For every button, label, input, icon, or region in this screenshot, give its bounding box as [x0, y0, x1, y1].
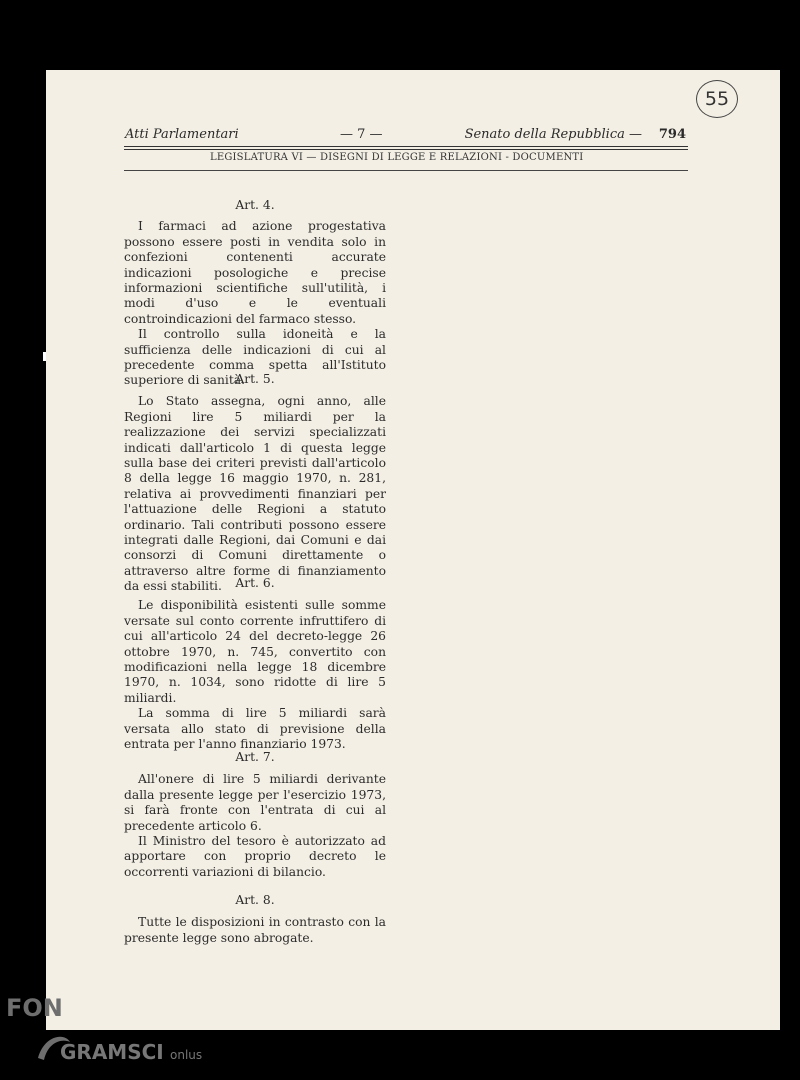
article-paragraph: Il Ministro del tesoro è autorizzato ad apportare con proprio decreto le occorrenti variazioni di bilancio. — [124, 834, 386, 879]
article-paragraph: All'onere di lire 5 miliardi derivante dalla presente legge per l'esercizio 1973, si farà fronte con l'entrata di cui al precedente articolo 6. — [124, 772, 386, 833]
article-4 — [124, 198, 386, 389]
handwritten-page-stamp: 55 — [696, 80, 738, 118]
article-paragraph: Lo Stato assegna, ogni anno, alle Regioni lire 5 miliardi per la realizzazione dei servizi specializzati indicati dall'articolo 1 di questa legge sulla base dei criteri previsti dall'articolo 8 della legge 16 maggio 1970, n. 281, relativa ai provvedimenti finanziari per l'attuazione delle Regioni a statuto ordinario. Tali contributi possono essere integrati dalle Regioni, dai Comuni e dai consorzi di Comuni direttamente o attraverso altre forme di finanziamento da essi stabiliti. — [124, 394, 386, 594]
watermark-logo-text: FON — [6, 994, 63, 1022]
article-paragraph: I farmaci ad azione progestativa possono essere posti in vendita solo in confezioni contenenti accurate indicazioni posologiche e precise informazioni scientifiche sull'utilità, i modi d'uso e le eventuali controindicazioni del farmaco stesso. — [124, 219, 386, 326]
article-7 — [124, 750, 386, 880]
article-6 — [124, 576, 386, 752]
header-subtitle: LEGISLATURA VI — DISEGNI DI LEGGE E RELAZIONI - DOCUMENTI — [210, 152, 584, 163]
header-rule — [124, 146, 688, 150]
subtitle-rule — [124, 170, 688, 171]
article-paragraph: Tutte le disposizioni in contrasto con la presente legge sono abrogate. — [124, 915, 386, 945]
scan-mark — [43, 352, 46, 361]
header-right: Senato della Repubblica — — [464, 127, 642, 142]
article-8 — [124, 893, 386, 946]
article-paragraph: Il controllo sulla idoneità e la sufficienza delle indicazioni di cui al precedente comma spetta all'Istituto superiore di sanità. — [124, 327, 386, 388]
article-paragraph: La somma di lire 5 miliardi sarà versata allo stato di previsione della entrata per l'anno finanziario 1973. — [124, 706, 386, 752]
header-left: Atti Parlamentari — [125, 127, 239, 142]
article-title: Art. 5. — [235, 372, 275, 386]
page-number: 794 — [658, 127, 686, 142]
watermark-logo-name: GRAMSCI — [60, 1040, 164, 1064]
header-center: — 7 — — [340, 127, 383, 142]
article-5 — [124, 372, 386, 595]
document-page — [46, 70, 780, 1030]
watermark-logo-suffix: onlus — [170, 1048, 203, 1062]
article-title: Art. 4. — [235, 198, 275, 212]
article-title: Art. 6. — [235, 576, 275, 590]
article-paragraph: Le disponibilità esistenti sulle somme versate sul conto corrente infruttifero di cui all'articolo 24 del decreto-legge 26 ottobre 1970, n. 745, convertito con modificazioni nella legge 18 dicembre 1970, n. 1034, sono ridotte di lire 5 miliardi. — [124, 598, 386, 705]
article-title: Art. 8. — [235, 893, 275, 907]
article-title: Art. 7. — [235, 750, 275, 764]
